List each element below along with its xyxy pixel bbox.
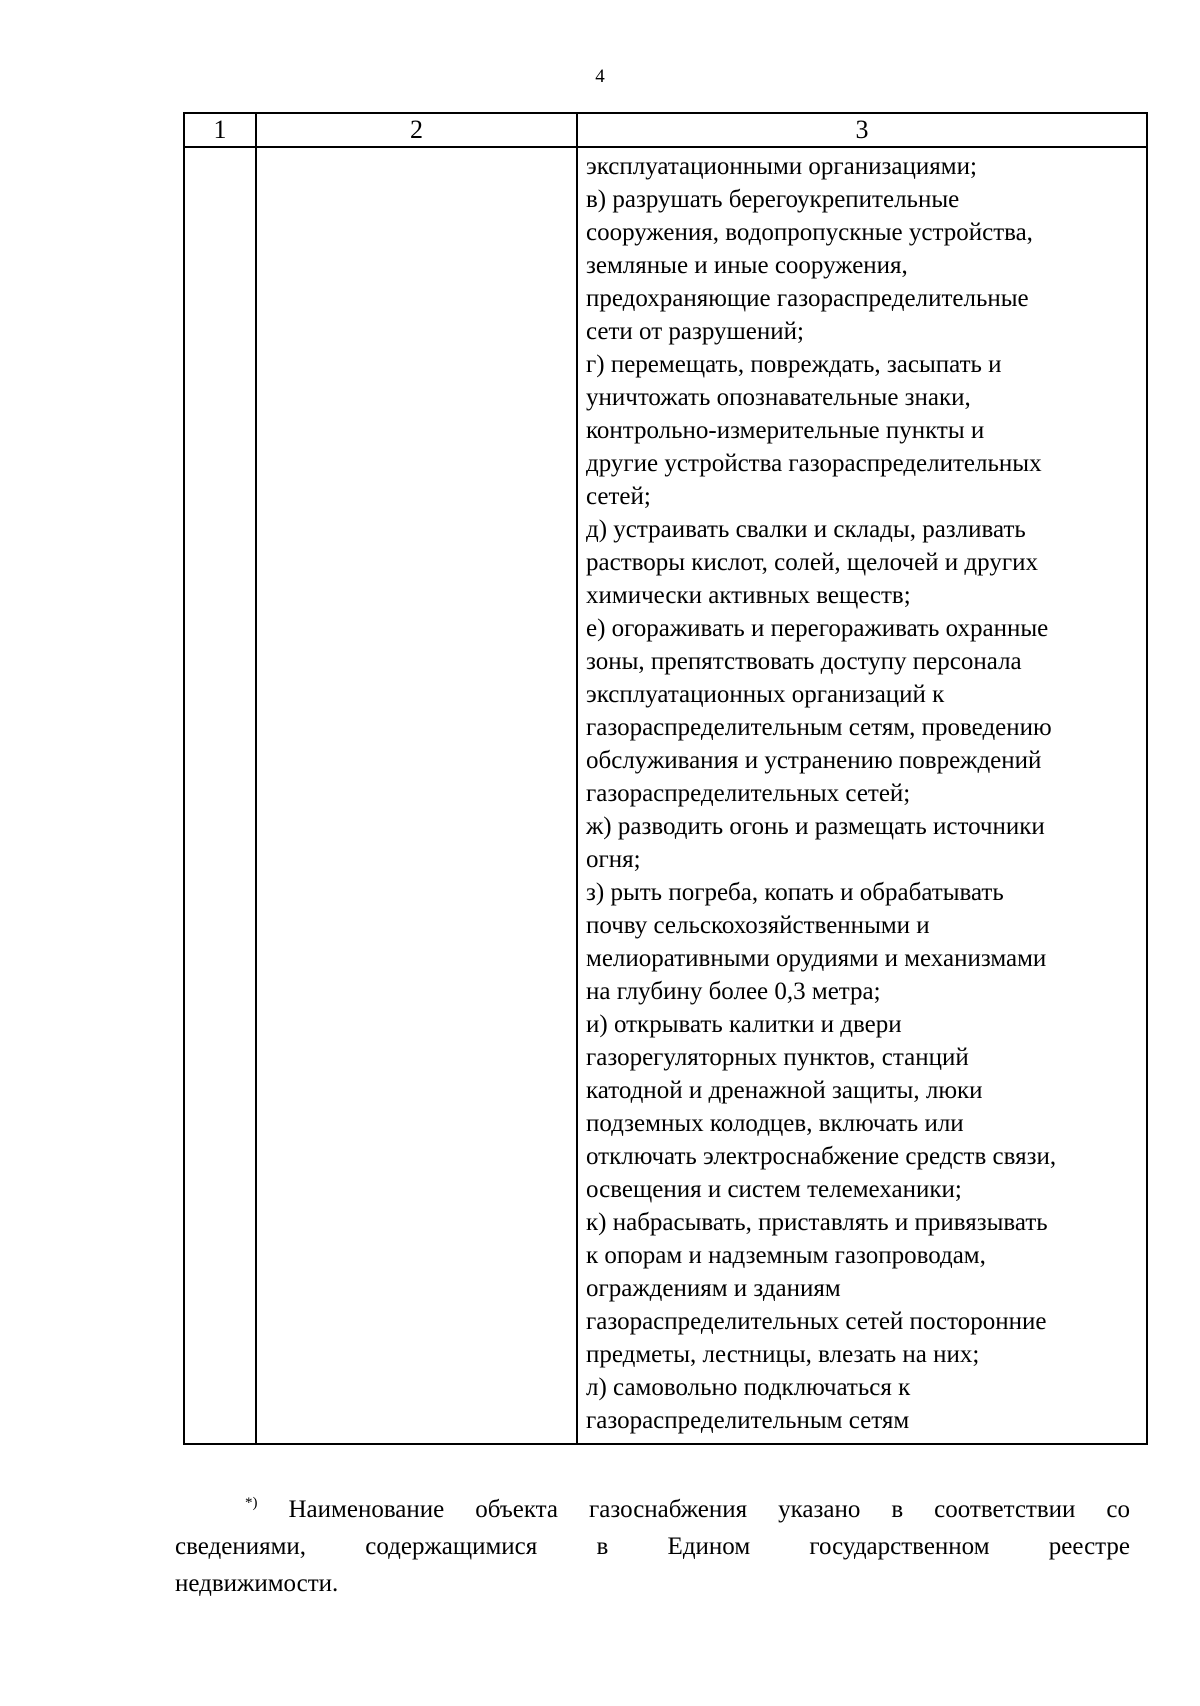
restriction-line: е) огораживать и перегораживать охранные bbox=[586, 615, 1049, 642]
restriction-line: газораспределительным сетям bbox=[586, 1407, 910, 1434]
column-header-3: 3 bbox=[577, 113, 1147, 147]
restriction-line: обслуживания и устранению повреждений bbox=[586, 747, 1042, 774]
footnote bbox=[175, 1485, 1130, 1602]
restriction-line: растворы кислот, солей, щелочей и других bbox=[586, 549, 1038, 576]
restriction-line: мелиоративными орудиями и механизмами bbox=[586, 945, 1047, 972]
table-header-row bbox=[184, 113, 1147, 147]
footnote-marker: *) bbox=[245, 1495, 258, 1511]
restriction-line: контрольно-измерительные пункты и bbox=[586, 417, 985, 444]
restriction-line: сети от разрушений; bbox=[586, 318, 804, 345]
restriction-line: эксплуатационных организаций к bbox=[586, 681, 945, 708]
restriction-line: г) перемещать, повреждать, засыпать и bbox=[586, 351, 1002, 378]
footnote-line: недвижимости. bbox=[175, 1570, 339, 1597]
restriction-line: л) самовольно подключаться к bbox=[586, 1374, 911, 1401]
restrictions-list bbox=[578, 148, 1146, 1443]
restriction-line: газораспределительных сетей посторонние bbox=[586, 1308, 1047, 1335]
restriction-line: эксплуатационными организациями; bbox=[586, 153, 977, 180]
restriction-line: на глубину более 0,3 метра; bbox=[586, 978, 881, 1005]
restriction-line: освещения и систем телемеханики; bbox=[586, 1176, 962, 1203]
restriction-line: газорегуляторных пунктов, станций bbox=[586, 1044, 969, 1071]
restriction-line: з) рыть погреба, копать и обрабатывать bbox=[586, 879, 1004, 906]
restriction-line: огня; bbox=[586, 846, 641, 873]
footnote-text: Наименование объекта газоснабжения указано в соответствии со bbox=[288, 1496, 1131, 1523]
restriction-line: в) разрушать берегоукрепительные bbox=[586, 186, 960, 213]
table-row bbox=[184, 147, 1147, 1444]
restriction-line: к опорам и надземным газопроводам, bbox=[586, 1242, 986, 1269]
restriction-line: сетей; bbox=[586, 483, 651, 510]
restriction-line: зоны, препятствовать доступу персонала bbox=[586, 648, 1022, 675]
restriction-line: предметы, лестницы, влезать на них; bbox=[586, 1341, 980, 1368]
restrictions-table bbox=[183, 112, 1148, 1445]
column-1-cell bbox=[184, 147, 256, 1444]
restriction-line: к) набрасывать, приставлять и привязывать bbox=[586, 1209, 1048, 1236]
footnote-line bbox=[175, 1485, 1130, 1528]
restriction-line: катодной и дренажной защиты, люки bbox=[586, 1077, 983, 1104]
restriction-line: уничтожать опознавательные знаки, bbox=[586, 384, 971, 411]
restriction-line: ограждениям и зданиям bbox=[586, 1275, 841, 1302]
page-number: 4 bbox=[595, 66, 605, 87]
restriction-line: почву сельскохозяйственными и bbox=[586, 912, 930, 939]
restriction-line: и) открывать калитки и двери bbox=[586, 1011, 902, 1038]
column-header-2: 2 bbox=[256, 113, 577, 147]
restriction-line: другие устройства газораспределительных bbox=[586, 450, 1042, 477]
restriction-line: газораспределительным сетям, проведению bbox=[586, 714, 1052, 741]
restriction-line: отключать электроснабжение средств связи, bbox=[586, 1143, 1057, 1170]
footnote-line: сведениями, содержащимися в Едином государственном реестре bbox=[175, 1533, 1130, 1560]
restriction-line: химически активных веществ; bbox=[586, 582, 911, 609]
restriction-line: д) устраивать свалки и склады, разливать bbox=[586, 516, 1026, 543]
column-header-1: 1 bbox=[184, 113, 256, 147]
column-3-cell bbox=[577, 147, 1147, 1444]
restriction-line: подземных колодцев, включать или bbox=[586, 1110, 964, 1137]
restriction-line: сооружения, водопропускные устройства, bbox=[586, 219, 1033, 246]
restriction-line: предохраняющие газораспределительные bbox=[586, 285, 1029, 312]
restriction-line: земляные и иные сооружения, bbox=[586, 252, 908, 279]
restriction-line: ж) разводить огонь и размещать источники bbox=[586, 813, 1045, 840]
column-2-cell bbox=[256, 147, 577, 1444]
restriction-line: газораспределительных сетей; bbox=[586, 780, 911, 807]
